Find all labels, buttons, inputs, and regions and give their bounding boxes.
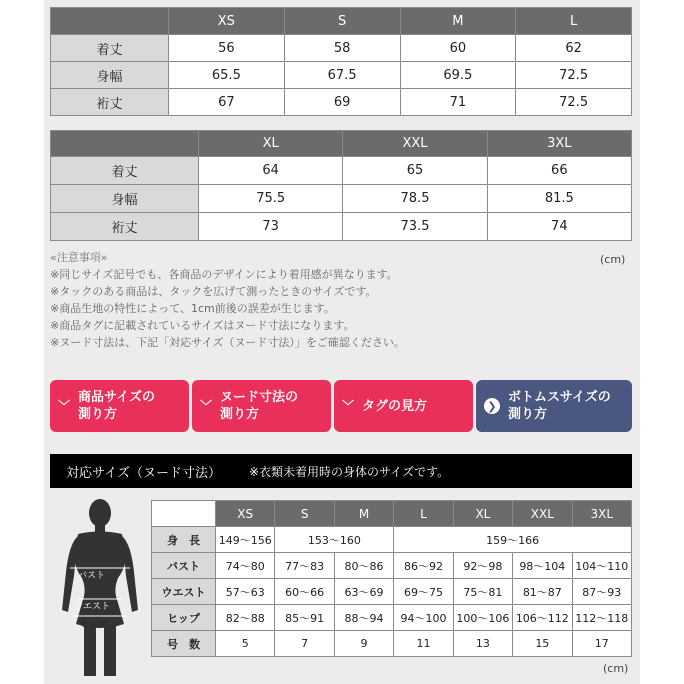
table-cell: 67.5	[284, 62, 400, 89]
nude-size-subtitle: ※衣類未着用時の身体のサイズです。	[248, 464, 450, 479]
header-blank	[152, 501, 216, 527]
button-label	[508, 389, 611, 423]
table-cell: 92〜98	[453, 553, 512, 579]
size-table-2	[50, 130, 632, 241]
header-cell: S	[284, 8, 400, 35]
chevron-down-icon: ﹀	[58, 398, 71, 413]
table-cell: 15	[513, 631, 572, 657]
unit-label-bottom: (cm)	[603, 662, 629, 675]
table-cell: 17	[572, 631, 631, 657]
table-cell: 64	[199, 157, 343, 185]
size-table-1	[50, 7, 632, 116]
table-row	[51, 157, 632, 185]
figure-label-hip: ヒップ	[80, 620, 107, 630]
table-header-row	[152, 501, 632, 527]
table-cell: 75.5	[199, 185, 343, 213]
table-cell: 73.5	[343, 213, 487, 241]
row-label: 身 長	[152, 527, 216, 553]
table-cell: 69.5	[400, 62, 516, 89]
nude-size-measure-button[interactable]	[192, 380, 331, 432]
figure-label-bust: バスト	[78, 571, 106, 581]
table-cell: 104〜110	[572, 553, 631, 579]
table-cell: 63〜69	[334, 579, 393, 605]
header-cell: M	[334, 501, 393, 527]
header-cell: XL	[453, 501, 512, 527]
note-line: ※タックのある商品は、タックを広げて測ったときのサイズです。	[50, 285, 377, 298]
button-label-line2: 測り方	[508, 407, 548, 422]
table-row	[152, 553, 632, 579]
table-row	[152, 527, 632, 553]
table-cell: 94〜100	[394, 605, 453, 631]
notes-section	[50, 249, 610, 351]
row-label: 号 数	[152, 631, 216, 657]
tag-guide-button[interactable]	[334, 380, 473, 432]
table-row	[51, 35, 632, 62]
chevron-down-icon: ﹀	[200, 398, 213, 413]
row-label: 裄丈	[51, 213, 199, 241]
header-cell: 3XL	[487, 131, 631, 157]
table-cell: 65.5	[169, 62, 285, 89]
table-cell: 66	[487, 157, 631, 185]
table-row	[51, 185, 632, 213]
guide-buttons	[50, 380, 632, 432]
table-row	[51, 62, 632, 89]
table-cell: 106〜112	[513, 605, 572, 631]
table-cell: 7	[275, 631, 334, 657]
table-cell: 81.5	[487, 185, 631, 213]
table-cell: 112〜118	[572, 605, 631, 631]
button-label-line2: 測り方	[220, 407, 260, 422]
table-cell: 60〜66	[275, 579, 334, 605]
header-cell: XS	[169, 8, 285, 35]
body-figure-illustration	[52, 496, 148, 676]
header-cell: L	[516, 8, 632, 35]
row-label: ウエスト	[152, 579, 216, 605]
table-row	[51, 89, 632, 116]
button-label	[78, 389, 155, 423]
unit-label: (cm)	[600, 253, 626, 266]
table-cell: 67	[169, 89, 285, 116]
table-cell: 86〜92	[394, 553, 453, 579]
table-cell: 71	[400, 89, 516, 116]
table-cell: 74〜80	[216, 553, 275, 579]
table-cell: 13	[453, 631, 512, 657]
table-row	[51, 213, 632, 241]
table-cell: 65	[343, 157, 487, 185]
table-cell: 72.5	[516, 89, 632, 116]
circle-arrow-right-icon: ❯	[484, 398, 500, 414]
row-label: 身幅	[51, 185, 199, 213]
table-cell: 5	[216, 631, 275, 657]
note-line: ※同じサイズ記号でも、各商品のデザインにより着用感が異なります。	[50, 268, 398, 281]
table-cell: 88〜94	[334, 605, 393, 631]
table-header-row	[51, 8, 632, 35]
table-cell: 149〜156	[216, 527, 275, 553]
table-cell: 72.5	[516, 62, 632, 89]
table-cell: 74	[487, 213, 631, 241]
header-cell: 3XL	[572, 501, 631, 527]
table-cell: 82〜88	[216, 605, 275, 631]
table-cell: 11	[394, 631, 453, 657]
row-label: ヒップ	[152, 605, 216, 631]
table-cell: 159〜166	[394, 527, 632, 553]
table-cell: 56	[169, 35, 285, 62]
header-cell: S	[275, 501, 334, 527]
button-label	[220, 389, 298, 423]
button-label-line1: ボトムスサイズの	[508, 390, 611, 405]
header-cell: XL	[199, 131, 343, 157]
product-size-measure-button[interactable]	[50, 380, 189, 432]
table-cell: 69〜75	[394, 579, 453, 605]
nude-size-table	[151, 500, 632, 657]
table-cell: 9	[334, 631, 393, 657]
note-line: ※ヌード寸法は、下記「対応サイズ（ヌード寸法）」をご確認ください。	[50, 336, 405, 349]
header-cell: L	[394, 501, 453, 527]
button-label-line1: 商品サイズの	[78, 390, 155, 405]
table-cell: 73	[199, 213, 343, 241]
button-label-line2: 測り方	[78, 407, 118, 422]
table-cell: 57〜63	[216, 579, 275, 605]
table-row	[152, 631, 632, 657]
header-cell: XS	[216, 501, 275, 527]
table-cell: 85〜91	[275, 605, 334, 631]
header-cell: XXL	[343, 131, 487, 157]
row-label: 着丈	[51, 35, 169, 62]
notes-title: «注意事項»	[50, 251, 108, 264]
button-label: タグの見方	[362, 398, 428, 414]
table-cell: 100〜106	[453, 605, 512, 631]
table-cell: 75〜81	[453, 579, 512, 605]
nude-size-header	[50, 454, 632, 488]
table-cell: 62	[516, 35, 632, 62]
row-label: 身幅	[51, 62, 169, 89]
note-line: ※商品タグに記載されているサイズはヌード寸法になります。	[50, 319, 355, 332]
row-label: 裄丈	[51, 89, 169, 116]
bottoms-size-measure-button[interactable]	[476, 380, 632, 432]
table-header-row	[51, 131, 632, 157]
table-cell: 77〜83	[275, 553, 334, 579]
table-cell: 81〜87	[513, 579, 572, 605]
button-label-line1: ヌード寸法の	[220, 390, 299, 405]
header-blank	[51, 131, 199, 157]
header-cell: XXL	[513, 501, 572, 527]
figure-label-waist: ウエスト	[74, 602, 111, 612]
table-row	[152, 605, 632, 631]
table-cell: 69	[284, 89, 400, 116]
table-row	[152, 579, 632, 605]
nude-size-title: 対応サイズ（ヌード寸法）	[66, 465, 221, 481]
table-cell: 98〜104	[513, 553, 572, 579]
header-blank	[51, 8, 169, 35]
header-cell: M	[400, 8, 516, 35]
row-label: 着丈	[51, 157, 199, 185]
note-line: ※商品生地の特性によって、1cm前後の誤差が生じます。	[50, 302, 335, 315]
row-label: バスト	[152, 553, 216, 579]
body-silhouette-icon	[52, 496, 148, 676]
table-cell: 80〜86	[334, 553, 393, 579]
table-cell: 60	[400, 35, 516, 62]
chevron-down-icon: ﹀	[342, 398, 355, 413]
table-cell: 87〜93	[572, 579, 631, 605]
table-cell: 58	[284, 35, 400, 62]
table-cell: 78.5	[343, 185, 487, 213]
table-cell: 153〜160	[275, 527, 394, 553]
